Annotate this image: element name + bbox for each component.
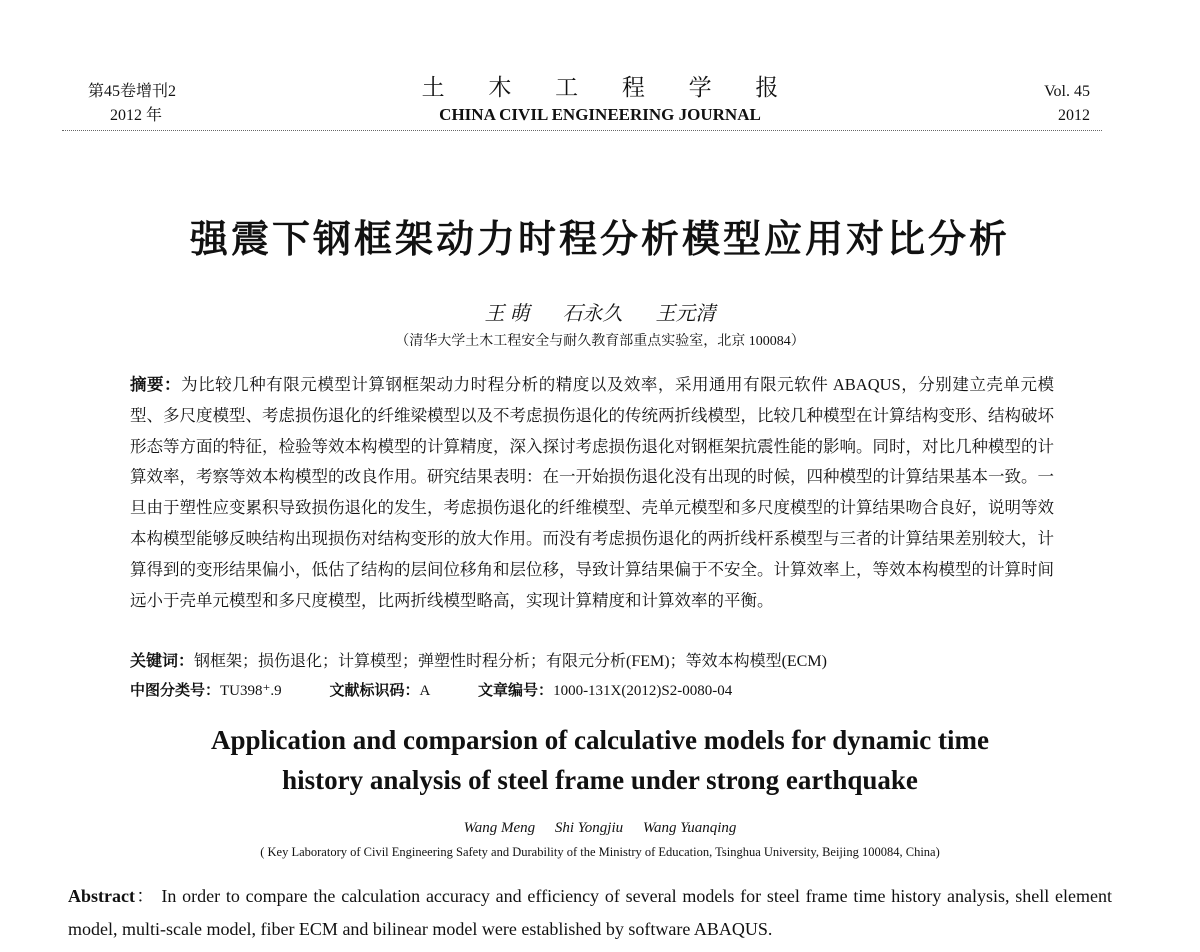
article-value: 1000-131X(2012)S2-0080-04 bbox=[553, 683, 733, 699]
abstract-cn-text: 为比较几种有限元模型计算钢框架动力时程分析的精度以及效率，采用通用有限元软件 ABAQUS，分别建立壳单元模型、多尺度模型、考虑损伤退化的纤维梁模型以及不考虑损伤退化的传统两折线模型，比较几种模型在计算结构变形、结构破坏形态等方面的特征，检验等效本构模型的计算精度，深入探讨考虑损伤退化对钢框架抗震性能的影响。同时，对比几种模型的计算效率，考察等效本构模型的改良作用。研究结果表明：在一开始损伤退化没有出现的时候，四种模型的计算结果基本一致。一旦由于塑性应变累积导致损伤退化的发生，考虑损伤退化的纤维模型、壳单元模型和多尺度模型的计算结果吻合良好，说明等效本构模型能够反映结构出现损伤对结构变形的放大作用。而没有考虑损伤退化的两折线杆系模型与三者的计算结果差别较大，计算得到的变形结果偏小，低估了结构的层间位移角和层位移，导致计算结果偏于不安全。计算效率上，等效本构模型的计算时间远小于壳单元模型和多尺度模型，比两折线模型略高，实现计算精度和计算效率的平衡。 bbox=[130, 375, 1054, 610]
abstract-en-sep: ： bbox=[134, 886, 156, 906]
volume-year: 2012 bbox=[1058, 107, 1090, 124]
abstract-en bbox=[68, 880, 1112, 946]
journal-name-en: CHINA CIVIL ENGINEERING JOURNAL bbox=[439, 105, 761, 124]
title-en-line: Application and comparsion of calculative models for dynamic time bbox=[211, 725, 989, 755]
article-label: 文章编号： bbox=[478, 681, 554, 699]
journal-name bbox=[0, 74, 1200, 128]
journal-header bbox=[0, 0, 1200, 140]
abstract-en-text: In order to compare the calculation accuracy and efficiency of several models for steel frame time history analysis, shell element model, multi-scale model, fiber ECM and bilinear model were established by software ABAQUS. bbox=[68, 886, 1113, 939]
author-cn: 王元清 bbox=[655, 303, 716, 325]
volume-issue: 第45卷增刊2 bbox=[88, 83, 177, 100]
paper-title-cn: 强震下钢框架动力时程分析模型应用对比分析 bbox=[189, 217, 1010, 261]
document-code bbox=[329, 683, 430, 699]
author-en: Wang Yuanqing bbox=[642, 820, 737, 836]
affiliation-en: ( Key Laboratory of Civil Engineering Safety and Durability of the Ministry of Education, Tsinghua University, Beijing 100084, China) bbox=[260, 845, 940, 859]
abstract-en-label: Abstract bbox=[68, 886, 135, 906]
title-en-line: history analysis of steel frame under strong earthquake bbox=[282, 765, 918, 795]
journal-name-cn: 土 木 工 程 学 报 bbox=[421, 75, 798, 100]
doc-label: 文献标识码： bbox=[329, 681, 420, 699]
authors-en bbox=[0, 818, 1200, 838]
doc-value: A bbox=[419, 683, 431, 699]
issue-year: 2012 年 bbox=[110, 107, 163, 124]
paper-title-en bbox=[0, 720, 1200, 800]
keywords-text: 钢框架；损伤退化；计算模型；弹塑性时程分析；有限元分析(FEM)；等效本构模型(ECM) bbox=[194, 653, 827, 670]
author-en: Wang Meng bbox=[463, 820, 536, 836]
abstract-cn bbox=[130, 370, 1054, 616]
volume-info bbox=[1044, 80, 1090, 128]
keywords bbox=[130, 648, 1070, 675]
author-cn: 王 萌 bbox=[484, 303, 530, 325]
authors-cn bbox=[0, 300, 1200, 328]
article-number bbox=[478, 683, 732, 699]
classification-line bbox=[130, 678, 1070, 703]
affiliation-cn: （清华大学土木工程安全与耐久教育部重点实验室，北京 100084） bbox=[395, 334, 805, 349]
abstract-cn-label: 摘要： bbox=[130, 375, 182, 394]
keywords-label: 关键词： bbox=[130, 651, 195, 670]
clc-value: TU398⁺.9 bbox=[220, 683, 282, 699]
header-rule bbox=[62, 130, 1102, 131]
clc-number bbox=[130, 683, 282, 699]
author-cn: 石永久 bbox=[562, 303, 623, 325]
volume-number: Vol. 45 bbox=[1044, 83, 1090, 100]
author-en: Shi Yongjiu bbox=[554, 820, 624, 836]
clc-label: 中图分类号： bbox=[130, 681, 221, 699]
